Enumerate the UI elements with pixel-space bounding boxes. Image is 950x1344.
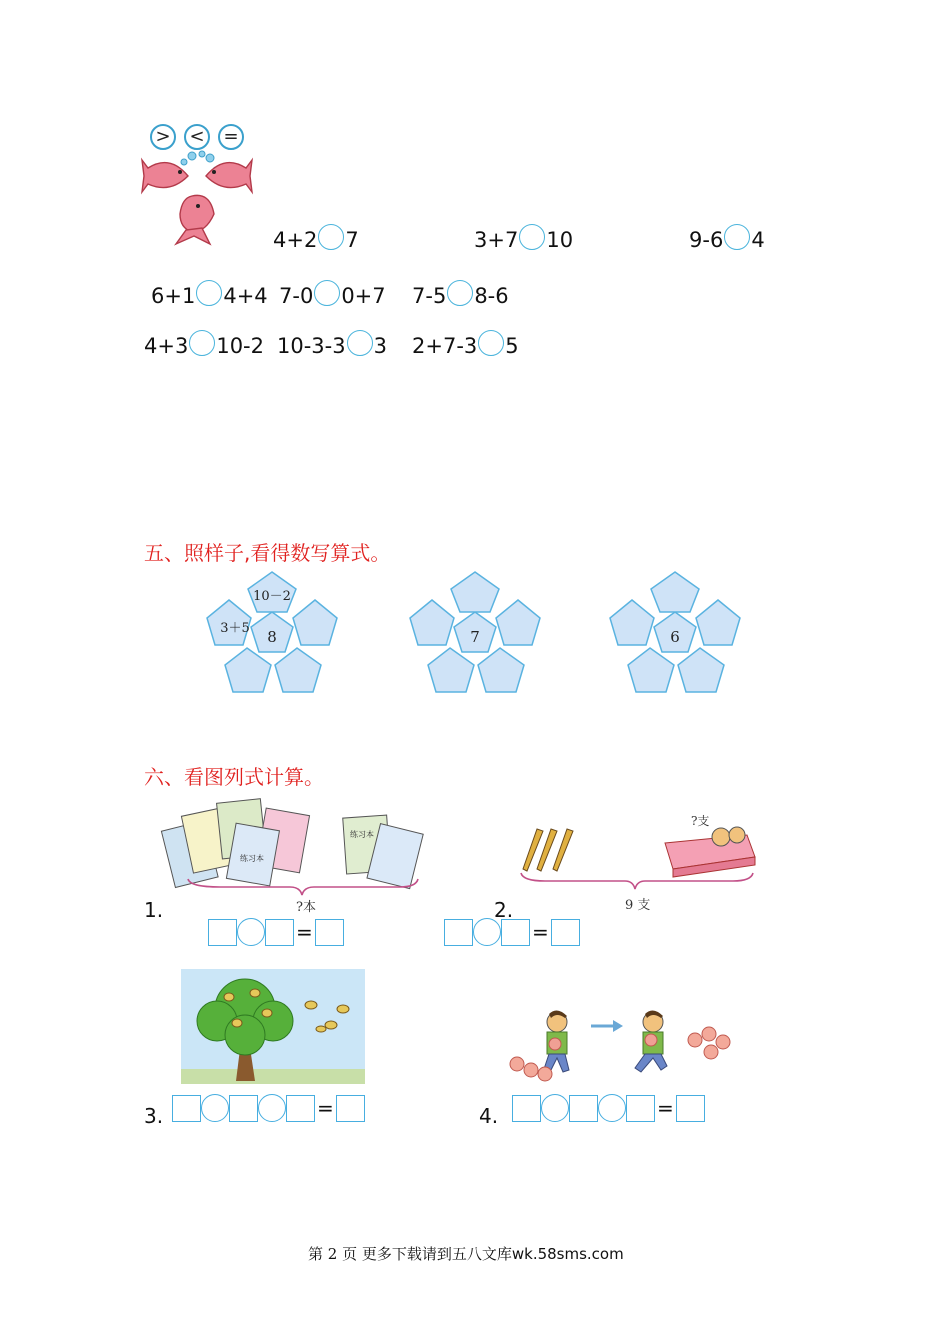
answer-box[interactable] <box>229 1095 258 1122</box>
compare-symbols <box>150 124 250 150</box>
expr-left: 3+7 <box>474 228 519 252</box>
expr-left: 10-3-3 <box>277 334 346 358</box>
equals-sign: = <box>317 1096 334 1120</box>
answer-box[interactable] <box>569 1095 598 1122</box>
operator-circle[interactable] <box>541 1094 569 1122</box>
boy-balls-illustration <box>505 1010 740 1085</box>
problem-number: 2. <box>494 898 514 922</box>
compare-item <box>273 224 359 252</box>
notebook-label: 练习本 <box>350 830 374 839</box>
answer-box[interactable] <box>512 1095 541 1122</box>
answer-circle[interactable] <box>196 280 222 306</box>
answer-box[interactable] <box>336 1095 365 1122</box>
expr-right: 10-2 <box>216 334 264 358</box>
answer-box[interactable] <box>208 919 237 946</box>
tree-birds-illustration <box>181 969 365 1084</box>
answer-circle[interactable] <box>478 330 504 356</box>
equation-row <box>444 918 580 946</box>
problem-number: 1. <box>144 898 164 922</box>
answer-circle[interactable] <box>318 224 344 250</box>
flower-top: 10－2 <box>253 589 291 604</box>
flower-center: 8 <box>267 628 277 646</box>
expr-right: 0+7 <box>341 284 386 308</box>
answer-box[interactable] <box>501 919 530 946</box>
compare-item <box>151 280 268 308</box>
boy-icon <box>543 1010 569 1074</box>
brace-label: 9 支 <box>625 898 651 913</box>
expr-left: 4+3 <box>144 334 189 358</box>
fish-illustration <box>140 148 255 248</box>
operator-circle[interactable] <box>258 1094 286 1122</box>
compare-item <box>412 330 519 358</box>
notebook-label: 练习本 <box>240 854 264 863</box>
equals-sign: = <box>296 920 313 944</box>
pentagon-flower-3 <box>608 570 748 700</box>
expr-right: 4+4 <box>223 284 268 308</box>
brace-label: ?本 <box>296 900 316 915</box>
equals-sign: = <box>532 920 549 944</box>
operator-circle[interactable] <box>201 1094 229 1122</box>
section6-title: 六、看图列式计算。 <box>144 765 324 789</box>
boy-icon <box>635 1010 667 1072</box>
answer-box[interactable] <box>315 919 344 946</box>
pencils-illustration <box>515 805 760 915</box>
compare-item <box>279 280 386 308</box>
answer-box[interactable] <box>444 919 473 946</box>
equation-row <box>512 1094 705 1122</box>
answer-box[interactable] <box>286 1095 315 1122</box>
answer-circle[interactable] <box>724 224 750 250</box>
answer-box[interactable] <box>626 1095 655 1122</box>
problem-number: 4. <box>479 1104 499 1128</box>
footer-site: wk.58sms.com <box>511 1245 624 1263</box>
section5-title: 五、照样子,看得数写算式。 <box>144 541 391 565</box>
expr-right: 5 <box>505 334 519 358</box>
compare-item <box>689 224 765 252</box>
answer-circle[interactable] <box>314 280 340 306</box>
expr-left: 9-6 <box>689 228 724 252</box>
operator-circle[interactable] <box>237 918 265 946</box>
expr-right: 7 <box>345 228 359 252</box>
compare-item <box>144 330 264 358</box>
pentagon-flower-2 <box>408 570 548 700</box>
compare-item <box>412 280 509 308</box>
flower-center: 7 <box>470 628 480 646</box>
expr-right: 10 <box>546 228 574 252</box>
equation-row <box>172 1094 365 1122</box>
answer-circle[interactable] <box>447 280 473 306</box>
answer-box[interactable] <box>172 1095 201 1122</box>
answer-box[interactable] <box>551 919 580 946</box>
expr-right: 8-6 <box>474 284 509 308</box>
flower-center: 6 <box>670 628 680 646</box>
answer-circle[interactable] <box>189 330 215 356</box>
answer-circle[interactable] <box>519 224 545 250</box>
pentagon-flower-1 <box>205 570 345 700</box>
equation-row <box>208 918 344 946</box>
expr-right: 4 <box>751 228 765 252</box>
less-symbol: < <box>184 124 210 150</box>
greater-symbol: > <box>150 124 176 150</box>
operator-circle[interactable] <box>598 1094 626 1122</box>
expr-right: 3 <box>373 334 387 358</box>
problem-number: 3. <box>144 1104 164 1128</box>
equal-symbol: = <box>218 124 244 150</box>
answer-circle[interactable] <box>347 330 373 356</box>
expr-left: 4+2 <box>273 228 318 252</box>
compare-item <box>474 224 573 252</box>
compare-item <box>277 330 387 358</box>
flower-left: 3＋5 <box>220 621 250 636</box>
answer-box[interactable] <box>676 1095 705 1122</box>
expr-left: 6+1 <box>151 284 196 308</box>
expr-left: 7-5 <box>412 284 447 308</box>
notebooks-illustration <box>160 795 430 915</box>
operator-circle[interactable] <box>473 918 501 946</box>
fish-icon <box>142 160 252 244</box>
expr-left: 2+7-3 <box>412 334 478 358</box>
expr-left: 7-0 <box>279 284 314 308</box>
equals-sign: = <box>657 1096 674 1120</box>
box-label: ?支 <box>691 814 710 828</box>
page-footer <box>308 1243 624 1264</box>
footer-text: 第 2 页 更多下载请到五八文库 <box>308 1245 512 1263</box>
answer-box[interactable] <box>265 919 294 946</box>
